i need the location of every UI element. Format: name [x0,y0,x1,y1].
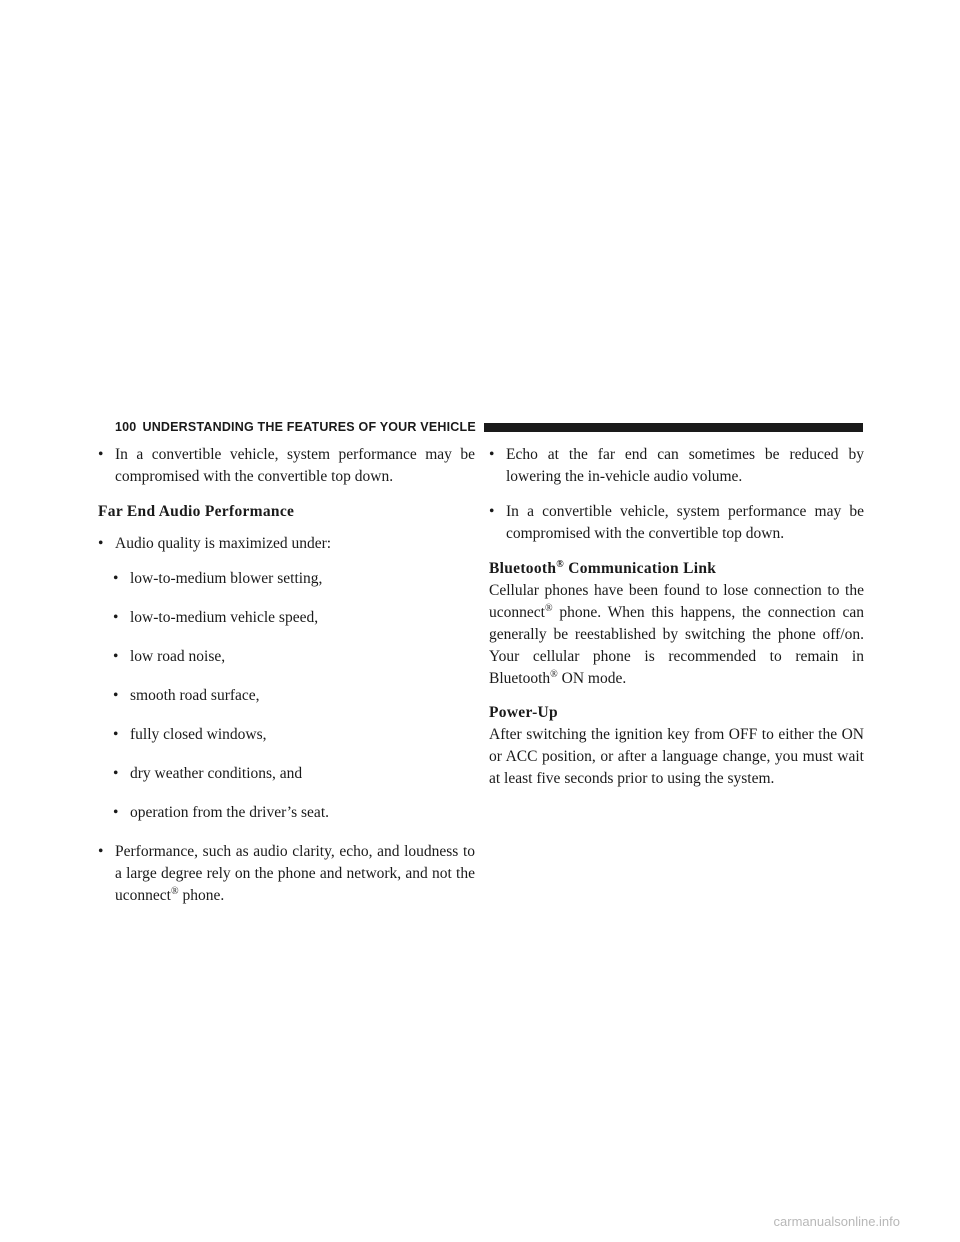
bullet-icon: • [113,648,119,665]
page-number: 100 [115,420,137,434]
sub-list-item [113,763,475,785]
bullet-icon: • [113,804,119,821]
sub-bullet-text: low-to-medium vehicle speed, [130,609,319,626]
bullet-text: Echo at the far end can sometimes be reduced by lowering the in-vehicle audio volume. [506,446,864,485]
list-item [98,533,475,555]
para-part-2: phone. When this happens, the connection can generally be reestablished by switching the phone off/on. Your cellular phone is recommended to remain in Bluetooth [489,604,864,687]
bullet-text: In a convertible vehicle, system performance may be compromised with the convertible top down. [115,446,475,485]
sub-bullet-text: low road noise, [130,648,226,665]
powerup-paragraph: After switching the ignition key from OFF to either the ON or ACC position, or after a language change, you must wait at least five seconds prior to using the system. [489,726,864,787]
registered-mark: ® [544,602,553,614]
sub-list-item [113,646,475,668]
bullet-icon: • [489,503,495,520]
bullet-icon: • [98,843,104,860]
heading-part-a: Bluetooth [489,560,557,577]
left-column [98,444,475,920]
heading-power-up: Power-Up [489,704,558,721]
heading-part-b: Communication Link [564,560,717,577]
sub-bullet-text: dry weather conditions, and [130,765,303,782]
bullet-text-a: Performance, such as audio clarity, echo, and loudness to a large degree rely on the phone and network, and not the uconnect [115,843,475,904]
sub-list-item [113,724,475,746]
bullet-text: Audio quality is maximized under: [115,535,332,552]
list-item [98,444,475,488]
sub-bullet-text: low-to-medium blower setting, [130,570,323,587]
sub-bullet-text: smooth road surface, [130,687,260,704]
sub-list-item [113,802,475,824]
bullet-icon: • [489,446,495,463]
list-item [489,501,864,545]
bullet-icon: • [98,446,104,463]
bullet-text: In a convertible vehicle, system performance may be compromised with the convertible top down. [506,503,864,542]
list-item [98,841,475,907]
para-part-1: Cellular phones have been found to lose connection to the uconnect [489,582,864,621]
bullet-icon: • [113,726,119,743]
bullet-icon: • [113,570,119,587]
registered-mark: ® [556,558,565,570]
bullet-icon: • [98,535,104,552]
watermark-text: carmanualsonline.info [773,1214,900,1229]
sub-list-item [113,568,475,590]
para-part-3: ON mode. [557,670,627,687]
registered-mark: ® [170,885,179,897]
heading-far-end-audio: Far End Audio Performance [98,503,295,520]
bullet-text-b: phone. [178,887,225,904]
page-header [115,418,863,436]
sub-list-item [113,685,475,707]
bullet-icon: • [113,609,119,626]
sub-bullet-text: operation from the driver’s seat. [130,804,329,821]
registered-mark: ® [550,668,558,680]
bullet-icon: • [113,687,119,704]
list-item [489,444,864,488]
section-title: UNDERSTANDING THE FEATURES OF YOUR VEHICLE [142,420,476,434]
bullet-icon: • [113,765,119,782]
bluetooth-paragraph [489,580,864,690]
right-column [489,444,864,798]
header-rule [484,423,863,432]
sub-list-item [113,607,475,629]
sub-bullet-text: fully closed windows, [130,726,267,743]
heading-bluetooth-link [489,558,864,580]
